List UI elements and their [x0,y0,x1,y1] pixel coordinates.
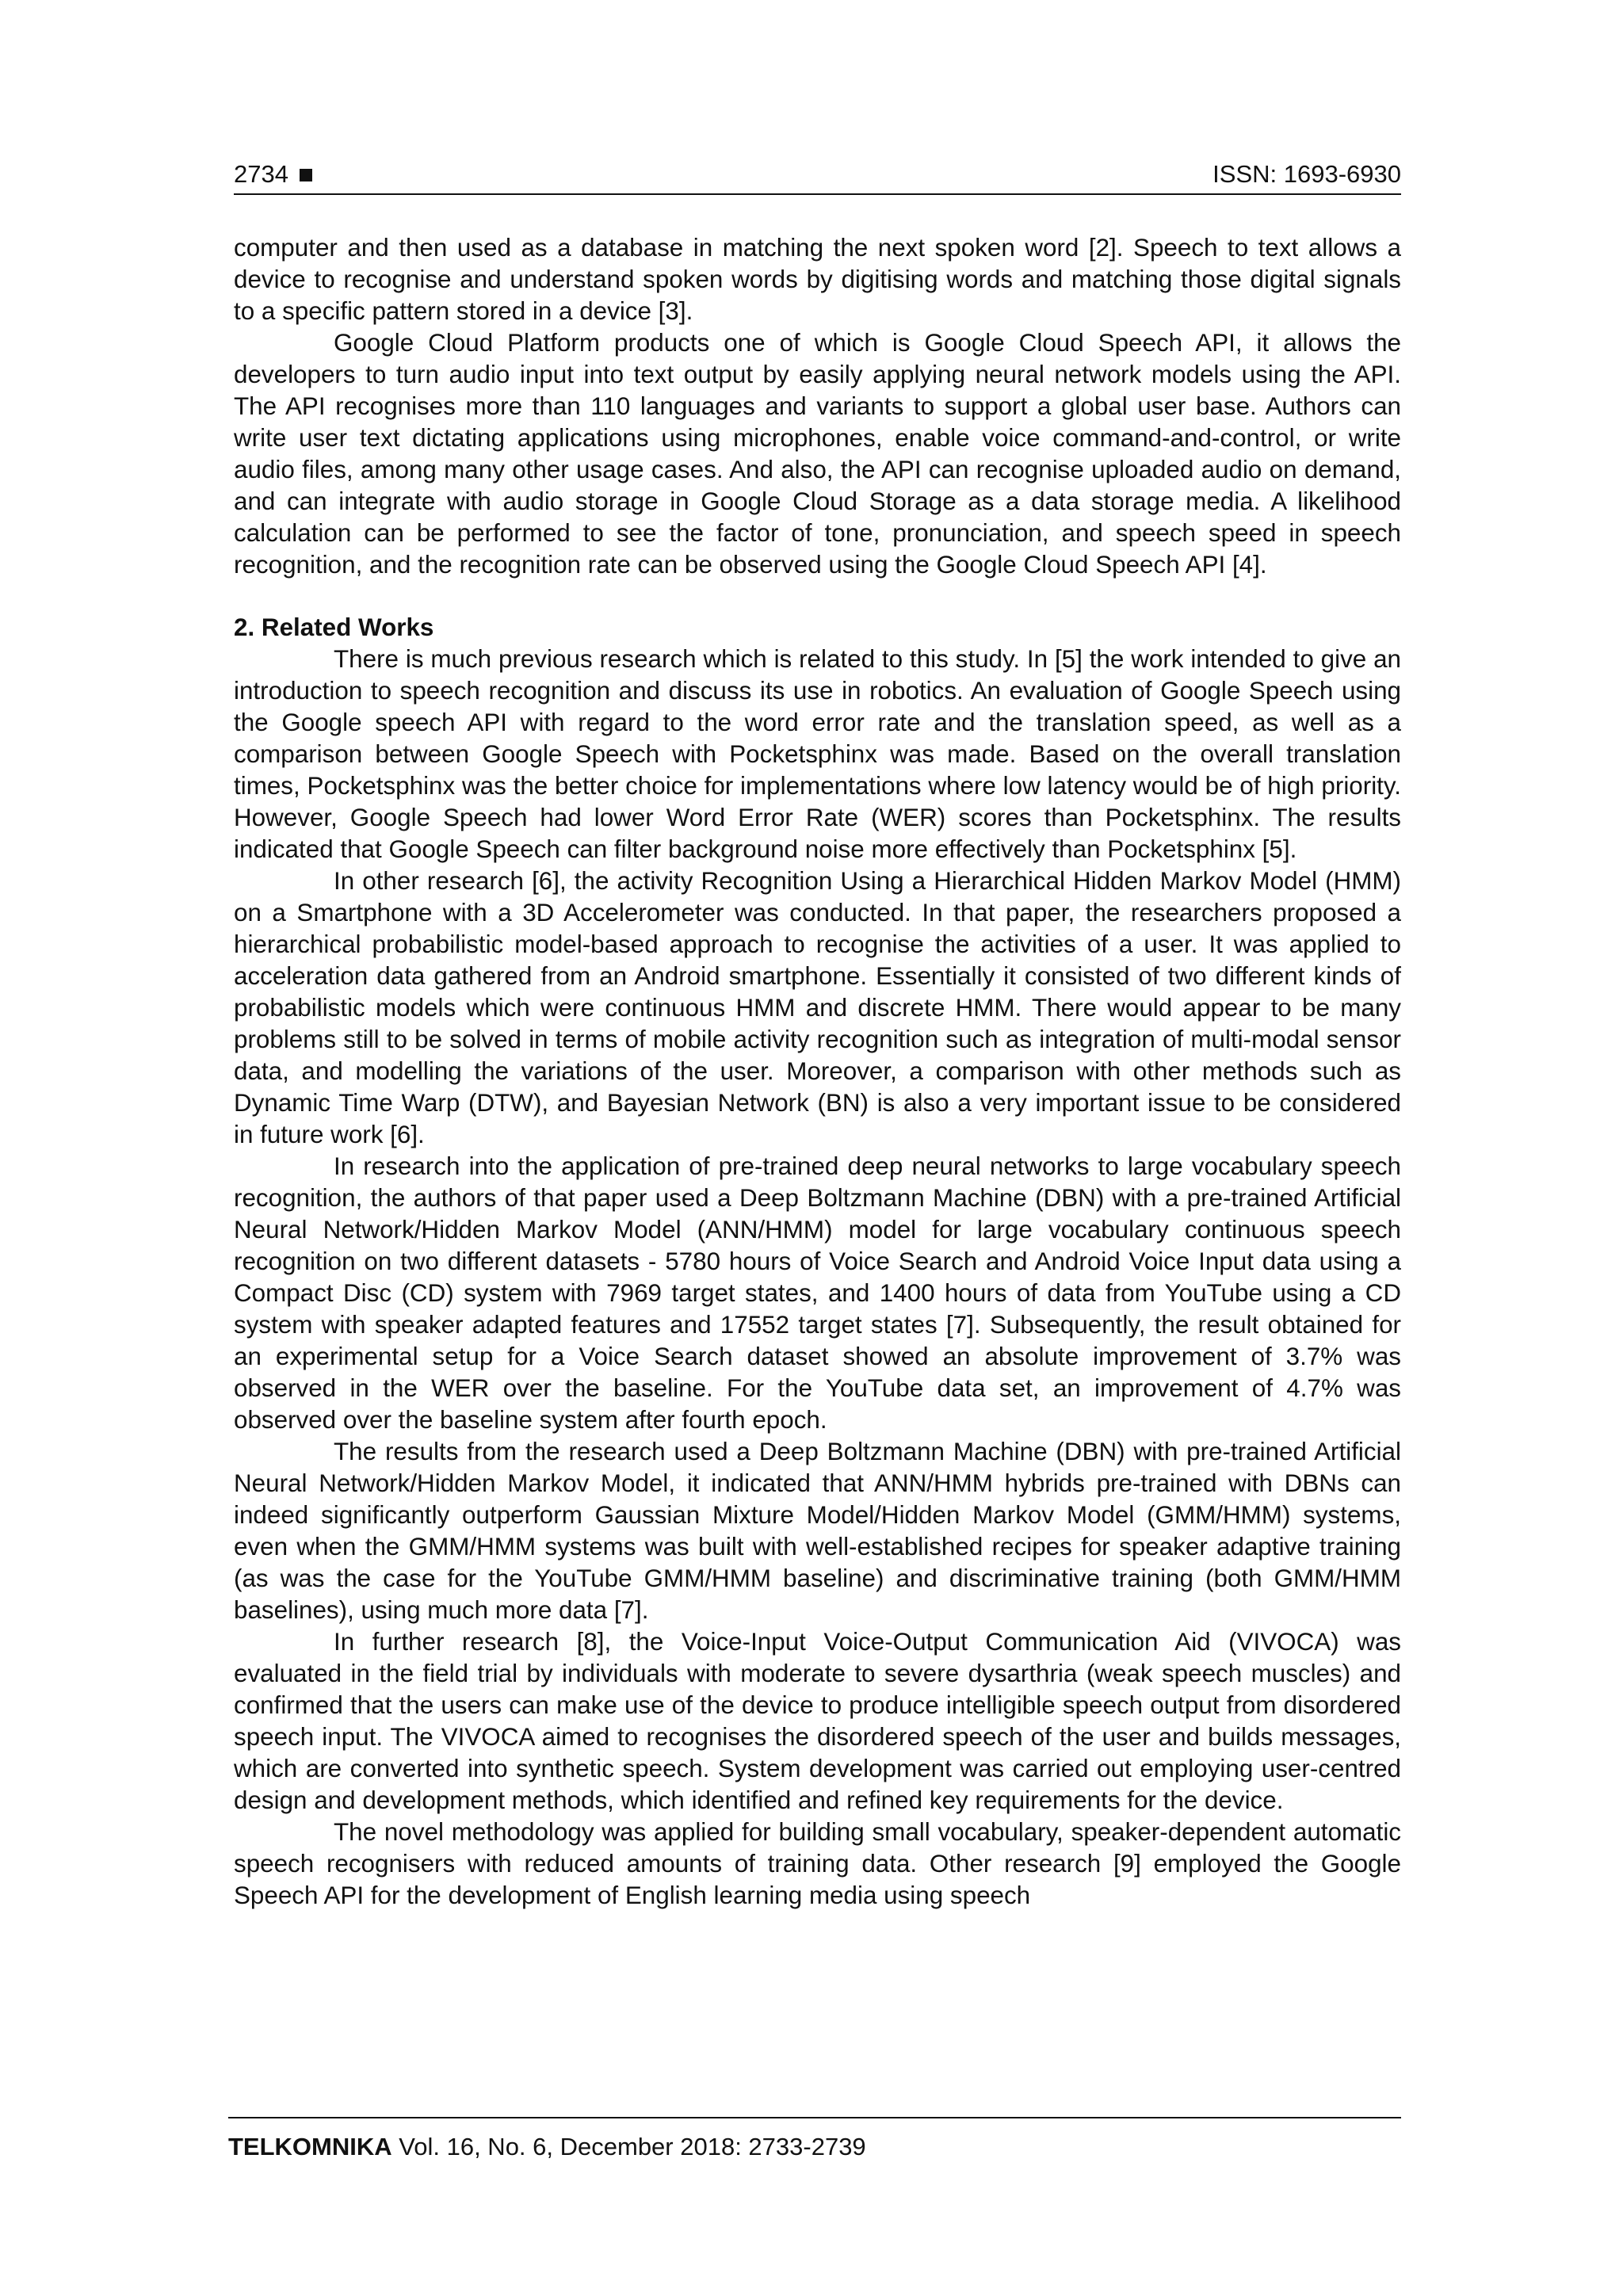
paragraph-google-cloud: Google Cloud Platform products one of which is Google Cloud Speech API, it allows the developers to turn audio input into text output by easily applying neural network models using the API. The API recognises more than 110 languages and variants to support a global user base. Authors can write user text dictating applications using microphones, enable voice command-and-control, or write audio files, among many other usage cases. And also, the API can recognise uploaded audio on demand, and can integrate with audio storage in Google Cloud Storage as a data storage media. A likelihood calculation can be performed to see the factor of tone, pronunciation, and speech speed in speech recognition, and the recognition rate can be observed using the Google Cloud Speech API [4]. [234,329,1401,579]
paragraph-related-5: In further research [8], the Voice-Input Voice-Output Communication Aid (VIVOCA) was evaluated in the field trial by individuals with moderate to severe dysarthria (weak speech muscles) and confirmed that the users can make use of the device to produce intelligible speech output from disordered speech input. The VIVOCA aimed to recognises the disordered speech of the user and builds messages, which are converted into synthetic speech. System development was carried out employing user-centred design and development methods, which identified and refined key requirements for the device. [234,1628,1401,1814]
section-heading-related-works: 2. Related Works [234,613,434,641]
paragraph-related-4: The results from the research used a Deep Boltzmann Machine (DBN) with pre-trained Artificial Neural Network/Hidden Markov Model, it indicated that ANN/HMM hybrids pre-trained with DBNs can indeed significantly outperform Gaussian Mixture Model/Hidden Markov Model (GMM/HMM) systems, even when the GMM/HMM systems was built with well-established recipes for speaker adaptive training (as was the case for the YouTube GMM/HMM baseline) and discriminative training (both GMM/HMM baselines), using much more data [7]. [234,1438,1401,1624]
paragraph-related-3: In research into the application of pre-trained deep neural networks to large vocabulary speech recognition, the authors of that paper used a Deep Boltzmann Machine (DBN) with a pre-trained Artificial Neural Network/Hidden Markov Model (ANN/HMM) model for large vocabulary continuous speech recognition on two different datasets - 5780 hours of Voice Search and Android Voice Input data using a Compact Disc (CD) system with 7969 target states, and 1400 hours of data from YouTube using a CD system with speaker adapted features and 17552 target states [7]. Subsequently, the result obtained for an experimental setup for a Voice Search dataset showed an absolute improvement of 3.7% was observed in the WER over the baseline. For the YouTube data set, an improvement of 4.7% was observed over the baseline system after fourth epoch. [234,1152,1401,1434]
journal-name: TELKOMNIKA [228,2133,392,2160]
page-number-text: 2734 [234,160,288,188]
page-body [234,232,1401,1912]
page-number [234,155,312,193]
paragraph-related-2: In other research [6], the activity Recognition Using a Hierarchical Hidden Markov Model (HMM) on a Smartphone with a 3D Accelerometer was conducted. In that paper, the researchers proposed a hierarchical probabilistic model-based approach to recognise the activities of a user. It was applied to acceleration data gathered from an Android smartphone. Essentially it consisted of two different kinds of probabilistic models which were continuous HMM and discrete HMM. There would appear to be many problems still to be solved in terms of mobile activity recognition such as integration of multi-modal sensor data, and modelling the variations of the user. Moreover, a comparison with other methods such as Dynamic Time Warp (DTW), and Bayesian Network (BN) is also a very important issue to be considered in future work [6]. [234,867,1401,1148]
square-bullet-icon [300,169,312,181]
issn: ISSN: 1693-6930 [1212,160,1401,188]
page-header [234,155,1401,195]
paragraph-related-1: There is much previous research which is related to this study. In [5] the work intended to give an introduction to speech recognition and discuss its use in robotics. An evaluation of Google Speech using the Google speech API with regard to the word error rate and the translation speed, as well as a comparison between Google Speech with Pocketsphinx was made. Based on the overall translation times, Pocketsphinx was the better choice for implementations where low latency would be of high priority. However, Google Speech had lower Word Error Rate (WER) scores than Pocketsphinx. The results indicated that Google Speech can filter background noise more effectively than Pocketsphinx [5]. [234,645,1401,863]
page-footer [228,2117,1401,2163]
paragraph-related-6: The novel methodology was applied for building small vocabulary, speaker-dependent automatic speech recognisers with reduced amounts of training data. Other research [9] employed the Google Speech API for the development of English learning media using speech [234,1818,1401,1909]
paragraph-intro-continued: computer and then used as a database in matching the next spoken word [2]. Speech to text allows a device to recognise and understand spoken words by digitising words and matching those digital signals to a specific pattern stored in a device [3]. [234,234,1401,325]
journal-citation: Vol. 16, No. 6, December 2018: 2733-2739 [399,2133,866,2160]
